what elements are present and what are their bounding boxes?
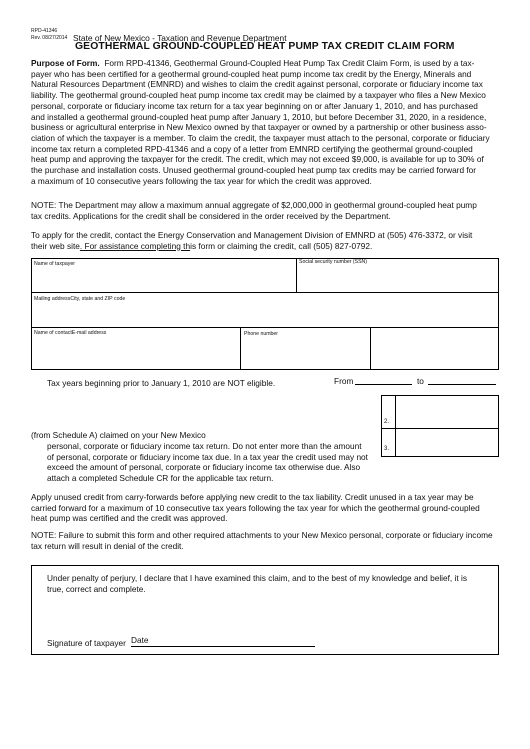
purpose-line: Form RPD-41346, Geothermal Ground-Coupled Heat Pump Tax Credit Claim Form, is used by a tax- bbox=[104, 58, 475, 68]
note-failure-to-submit bbox=[31, 530, 501, 551]
line-3-instructions bbox=[47, 441, 381, 484]
purpose-line: and installed a geothermal ground-coupled heat pump after January 1, 2010, but before December 31, 2020, in a residence, bbox=[31, 111, 487, 122]
line-2-amount-field[interactable] bbox=[396, 396, 498, 427]
assistance-link[interactable]: . For assistance completing th bbox=[79, 240, 191, 251]
purpose-line: liability. The geothermal ground-coupled heat pump income tax credit may be claimed by a taxpayer who files a New Mexico bbox=[31, 90, 486, 101]
signature-field[interactable] bbox=[131, 646, 315, 647]
from-date-field[interactable] bbox=[355, 384, 412, 385]
contact-name-field[interactable] bbox=[34, 330, 106, 336]
revision-date: Rev. 08/27/2014 bbox=[31, 35, 68, 41]
apply-paragraph bbox=[31, 230, 501, 251]
carry-forward-line: Apply unused credit from carry-forwards before applying new credit to the tax liability. Credit unused in a tax year may be bbox=[31, 492, 474, 502]
declaration-line: Under penalty of perjury, I declare that I have examined this claim, and to the best of my knowledge and belief, it is bbox=[47, 573, 467, 583]
line-2-number: 2. bbox=[384, 419, 390, 425]
phone-number-field[interactable]: Phone number bbox=[244, 331, 279, 337]
purpose-heading: Purpose of Form. bbox=[31, 58, 100, 68]
purpose-line: income tax return a completed RPD-41346 and a copy of a letter from EMNRD certifying the geothermal ground-coupled bbox=[31, 143, 473, 154]
note-line: tax credits. Applications for the credit shall be considered in the order received by the Department. bbox=[31, 210, 391, 221]
instruction-line: exceed the amount of personal, corporate or fiduciary income tax otherwise due. Also bbox=[47, 462, 361, 473]
signature-label: Signature of taxpayer bbox=[47, 638, 126, 648]
declaration-text bbox=[47, 573, 492, 594]
declaration-line: true, correct and complete. bbox=[47, 583, 146, 594]
agency-name: State of New Mexico - Taxation and Revenue Department bbox=[73, 33, 287, 43]
form-id: RPD-41346 bbox=[31, 28, 58, 34]
line-3-number: 3. bbox=[384, 446, 390, 452]
name-of-taxpayer-field[interactable]: Name of taxpayer bbox=[34, 261, 75, 267]
purpose-line: Natural Resources Department (EMNRD) and wishes to claim the credit against personal, corporate or fiduciary income tax bbox=[31, 79, 483, 90]
carry-forward-line: heat pump was certified and the credit was approved. bbox=[31, 513, 228, 524]
mailing-address-field[interactable] bbox=[34, 296, 125, 302]
divider bbox=[31, 327, 499, 328]
apply-line-start: their web site bbox=[31, 240, 80, 251]
divider bbox=[31, 292, 499, 293]
to-date-field[interactable] bbox=[428, 384, 496, 385]
carry-forward-paragraph bbox=[31, 492, 501, 524]
note-line: NOTE: The Department may allow a maximum annual aggregate of $2,000,000 in geothermal ground-coupled heat pump bbox=[31, 200, 477, 210]
note-line: tax return will result in denial of the credit. bbox=[31, 540, 184, 551]
purpose-paragraph bbox=[31, 58, 501, 186]
purpose-line: payer who has been certified for a geothermal ground-coupled heat pump income tax credit by the Energy, Minerals and bbox=[31, 68, 472, 79]
from-label: From bbox=[334, 376, 354, 386]
date-label: Date bbox=[131, 635, 149, 645]
apply-line: To apply for the credit, contact the Energy Conservation and Management Division of EMNRD at (505) 476-3372, or visit bbox=[31, 230, 473, 240]
ssn-field[interactable]: Social security number (SSN) bbox=[299, 259, 368, 265]
carry-forward-line: carried forward for a maximum of 10 consecutive tax years following the tax year for which the geothermal ground-coupled bbox=[31, 502, 480, 513]
taxpayer-info-box bbox=[31, 258, 499, 370]
note-max-aggregate bbox=[31, 200, 501, 221]
divider bbox=[370, 327, 371, 370]
instruction-line: personal, corporate or fiduciary income tax return. Do not enter more than the amount bbox=[47, 441, 362, 451]
form-title: GEOTHERMAL GROUND-COUPLED HEAT PUMP TAX CREDIT CLAIM FORM bbox=[75, 41, 455, 52]
line-3-amount-field[interactable] bbox=[396, 429, 498, 456]
to-label: to bbox=[417, 376, 424, 386]
email-label: E-mail address bbox=[71, 330, 107, 336]
purpose-line: ciation of which the taxpayer is a member. To claim the credit, the taxpayer must attach to the personal, corporate or fiduciary bbox=[31, 132, 490, 143]
mailing-address-label: Mailing address bbox=[34, 296, 71, 302]
apply-line-end: is form or claiming the credit, call (505) 827-0792. bbox=[190, 240, 373, 251]
schedule-a-text: (from Schedule A) claimed on your New Mexico bbox=[31, 430, 206, 440]
purpose-line: a maximum of 10 consecutive years following the tax year for which the credit was approved. bbox=[31, 175, 372, 186]
purpose-line: business or agricultural enterprise in New Mexico owned by that taxpayer or owned by a partnership or other business asso- bbox=[31, 122, 487, 133]
purpose-line: personal, corporate or fiduciary income tax return for a tax year beginning on or after January 1, 2010, and has purchased bbox=[31, 100, 478, 111]
purpose-line: heat pump and approving the taxpayer for the credit. The credit, which may not exceed $9,000, is available for up to 30% of bbox=[31, 154, 484, 165]
divider bbox=[240, 327, 241, 370]
instruction-line: attach a completed Schedule CR for the applicable tax return. bbox=[47, 473, 274, 484]
divider bbox=[296, 258, 297, 293]
tax-years-notice: Tax years beginning prior to January 1, 2010 are NOT eligible. bbox=[47, 378, 276, 388]
note-line: NOTE: Failure to submit this form and other required attachments to your New Mexico personal, corporate or fiduciary income bbox=[31, 530, 493, 540]
purpose-line: the purchase and installation costs. Unused geothermal ground-coupled heat pump tax credits may be carried forward for bbox=[31, 165, 477, 176]
contact-name-label: Name of contact bbox=[34, 330, 72, 336]
instruction-line: of personal, corporate or fiduciary income tax due. In a tax year the credit used may not bbox=[47, 451, 368, 462]
city-state-zip-label: City, state and ZIP code bbox=[70, 296, 126, 302]
